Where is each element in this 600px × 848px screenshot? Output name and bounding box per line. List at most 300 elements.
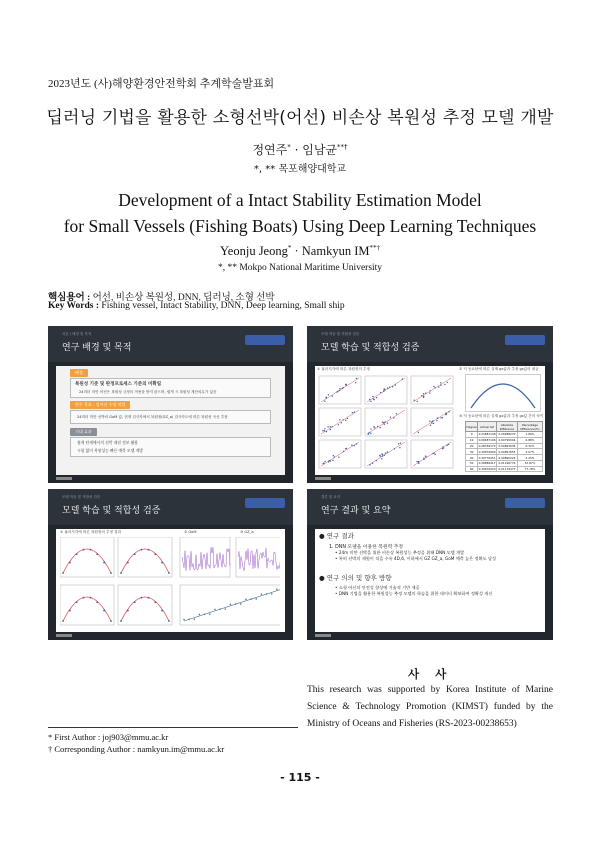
table-label: ③ 딕 동요탄에 따른 실제 gz값과 추정 gz값 간의 차이 (459, 414, 544, 418)
gz-point (127, 610, 129, 612)
scatter-point (440, 417, 441, 418)
scatter-point (421, 395, 422, 396)
scatter-point (339, 388, 340, 389)
slide-title: 연구 결과 및 요약 (321, 506, 391, 516)
scatter-point (442, 446, 443, 447)
scatter-point (429, 420, 430, 421)
table-cell: 0.28746172 (478, 443, 496, 448)
footnote-corresponding: † Corresponding Author : namkyun.im@mmu.ac.kr (48, 744, 225, 754)
scatter-point (368, 432, 369, 433)
series-panel (180, 537, 230, 577)
university-logo (505, 335, 545, 345)
scatter-point (323, 463, 324, 464)
scatter-point (442, 417, 443, 418)
scatter-point (444, 384, 445, 385)
scatter-point (432, 453, 433, 454)
scatter-point (389, 387, 390, 388)
scatter-point (324, 428, 325, 429)
scatter-point (382, 421, 383, 422)
author2-en-mark: **† (369, 244, 380, 252)
scatter-point (342, 419, 343, 420)
gz-point (134, 553, 136, 555)
item2b: • DNN 기법을 활용한 복원성능 추정 모델의 학습을 위한 데이터 확보하여 정확성 개선 (335, 591, 493, 596)
scatter-point (442, 448, 443, 449)
gz-point (154, 601, 156, 603)
scatter-point (324, 400, 325, 401)
scatter-point (445, 412, 446, 413)
gz-point (96, 601, 98, 603)
scatter-point (372, 396, 373, 397)
curve-plot-frame (466, 375, 541, 412)
acknowledgment-text: This research was supported by Korea Institute of Marine Science & Technology Promotion (KIMST) funded by the Ministry of Oceans and Fisheries (RS-2023-00238653) (307, 685, 553, 729)
scatter-point (393, 417, 394, 418)
scatter-point (343, 387, 344, 388)
curve-plot (465, 374, 541, 412)
bullet-3a: 쉽게 단계에서의 선박 제원 정보 활용 (77, 440, 139, 445)
author-sep-ko: · (294, 143, 299, 157)
curve-panel (118, 537, 172, 577)
gz-point (76, 553, 78, 555)
regression-point (276, 588, 278, 590)
gz-point (110, 572, 112, 574)
regression-point (230, 604, 232, 606)
scatter-point (380, 392, 381, 393)
scatter-point (380, 455, 381, 456)
author1-en: Yeonju Jeong (220, 244, 288, 259)
page-number: - 115 - (280, 771, 320, 784)
author1-en-mark: * (287, 244, 292, 252)
regression-point (271, 593, 273, 595)
table-cell: 0.23881148 (478, 432, 496, 437)
regression-point (261, 593, 263, 595)
slide-body (315, 366, 545, 475)
gz-point (168, 620, 170, 622)
table-cell: 32.87% (518, 460, 543, 466)
bullet-1a: 복원성 기준 및 판정프로세스 기준의 미확립 (75, 382, 162, 387)
item1b: • 특히 선박의 제원이 적을 수록 4D,6, 이하에서 GZ GZ_a, GoM 예측 높은 정확도 달성 (335, 556, 497, 561)
scatter-point (437, 417, 438, 418)
item1: 1. DNN 모델을 이용한 복원력 추정 (329, 545, 404, 550)
scatter-point (395, 384, 396, 385)
scatter-point (339, 419, 340, 420)
scatter-point (333, 455, 334, 456)
scatter-point (399, 447, 400, 448)
slide-title: 연구 배경 및 목적 (62, 343, 132, 353)
scatter-point (356, 378, 357, 379)
scatter-point (328, 394, 329, 395)
table-cell: 0.32% (518, 443, 543, 449)
bullet-1b: 24미터 미만 어선은 복원성 규정의 적용을 받지 않으며, 쉽게 시 복원성 계산의무가 없음 (79, 390, 217, 394)
scatter-point (328, 461, 329, 462)
regression-point (194, 618, 196, 620)
left-plot-label: ① 흘러지각에 따른 복원정의 추정 (317, 367, 370, 371)
item1a: • 24m 미만 선박을 위한 비손상 복원성능 추정을 위해 DNN 모델 개발 (335, 550, 465, 555)
slide-body (56, 529, 285, 632)
tag-background: 배경 (70, 369, 88, 377)
scatter-point (423, 397, 424, 398)
scatter-point (377, 426, 378, 427)
gz-point (154, 553, 156, 555)
conference-header: 2023년도 (사)해양환경안전학회 추계학술발표회 (48, 78, 275, 90)
scatter-point (418, 462, 419, 463)
gz-point (127, 562, 129, 564)
gz-point (110, 620, 112, 622)
scatter-point (384, 455, 385, 456)
scatter-point (434, 387, 435, 388)
gz-point (161, 610, 163, 612)
author1-ko-mark: * (287, 143, 291, 151)
scatter-point (425, 456, 426, 457)
scatter-point (416, 461, 417, 462)
scatter-point (446, 445, 447, 446)
scatter-point (330, 426, 331, 427)
scatter-point (423, 393, 424, 394)
item1a-text: 24m 미만 선박을 위한 비손상 복원성능 추정을 위해 DNN 모델 개발 (338, 550, 465, 555)
scatter-point (324, 430, 325, 431)
curve-panel (118, 585, 172, 625)
scatter-point (381, 453, 382, 454)
keywords-english-text: Fishing vessel, Intact Stability, DNN, Deep learning, Small ship (101, 301, 345, 311)
scatter-point (433, 423, 434, 424)
box-expected (70, 437, 271, 457)
regression-point (245, 598, 247, 600)
scatter-point (341, 422, 342, 423)
scatter-point (384, 424, 385, 425)
scatter-point (414, 399, 415, 400)
tag-expected: 기대 효과 (70, 428, 97, 436)
scatter-point (345, 420, 346, 421)
table-cell: 20 (466, 443, 478, 449)
scatter-point (326, 431, 327, 432)
slide-breadcrumb: 결론 및 요약 (321, 495, 341, 499)
scatter-point (336, 391, 337, 392)
regression-point (266, 593, 268, 595)
scatter-point (417, 401, 418, 402)
slide-model-results (48, 489, 293, 640)
scatter-grid (317, 374, 455, 474)
scatter-point (440, 382, 441, 383)
scatter-point (370, 428, 371, 429)
table-header-row (466, 422, 543, 432)
gz-point (148, 549, 150, 551)
section-significance-text: 연구 의의 및 향후 방향 (326, 574, 392, 582)
gz-point (168, 572, 170, 574)
scatter-point (327, 426, 328, 427)
table-cell: 30 (466, 449, 478, 455)
regression-point (240, 603, 242, 605)
label-gz: ① 흘러지각에 따른 복원정의 추정 결과 (60, 530, 122, 534)
table-header-cell: Absolute Difference (496, 422, 517, 432)
label-gza: ③ GZ_a (240, 530, 254, 534)
gz-point (69, 562, 71, 564)
table-cell: 0.30776451 (478, 455, 496, 460)
table-cell: 0.00890024 (496, 455, 517, 461)
author2-en: Namkyun IM (301, 244, 370, 259)
scatter-point (431, 422, 432, 423)
scatter-point (338, 424, 339, 425)
scatter-point (440, 385, 441, 386)
scatter-point (433, 386, 434, 387)
authors-english (0, 244, 600, 259)
scatter-point (392, 386, 393, 387)
tag-goal: 현주 목표 : 입어선 수정 작업 (70, 401, 130, 409)
section-results: ● 연구 결과 (319, 532, 354, 540)
title-english-line2: for Small Vessels (Fishing Boats) Using Deep Learning Techniques (63, 216, 537, 236)
slide-model-validation (307, 326, 553, 483)
regression-point (219, 608, 221, 610)
table-cell: 10 (466, 437, 478, 443)
gz-point (134, 601, 136, 603)
keywords-english (48, 301, 345, 311)
table-cell: 0.00893636 (496, 443, 517, 449)
slide-body (56, 366, 285, 475)
scatter-point (376, 460, 377, 461)
scatter-point (436, 420, 437, 421)
scatter-point (370, 401, 371, 402)
scatter-point (346, 448, 347, 449)
scatter-point (326, 397, 327, 398)
scatter-point (369, 464, 370, 465)
scatter-point (370, 433, 371, 434)
title-korean: 딥러닝 기법을 활용한 소형선박(어선) 비손상 복원성 추정 모델 개발 (46, 108, 554, 128)
scatter-point (396, 413, 397, 414)
gz-point (96, 553, 98, 555)
curve-panel (60, 585, 114, 625)
scatter-point (339, 390, 340, 391)
scatter-point (343, 451, 344, 452)
table-header-cell: Actual GZ (478, 422, 497, 432)
gz-point (69, 610, 71, 612)
scatter-point (345, 384, 346, 385)
affiliation-english: *, ** Mokpo National Maritime University (217, 263, 383, 273)
regression-point (214, 609, 216, 611)
slide-breadcrumb: 모델 학습 및 적합성 검증 (62, 495, 101, 499)
scatter-point (330, 429, 331, 430)
slide-conclusion (307, 489, 553, 640)
footnote-first-author: * First Author : joj903@mmu.ac.kr (48, 732, 169, 742)
regression-point (235, 603, 237, 605)
title-english (0, 187, 600, 239)
gz-point (148, 597, 150, 599)
scatter-point (423, 459, 424, 460)
gz-point (161, 562, 163, 564)
scatter-point (384, 388, 385, 389)
scatter-point (332, 460, 333, 461)
scatter-point (354, 411, 355, 412)
scatter-point (402, 378, 403, 379)
scatter-point (351, 444, 352, 445)
scatter-point (448, 411, 449, 412)
affiliation-korean: *, ** 목포해양대학교 (253, 164, 347, 175)
slide-breadcrumb: 서론 / 배경 및 목적 (62, 332, 92, 336)
section-significance: ● 연구 의의 및 향후 방향 (319, 574, 392, 582)
scatter-point (443, 447, 444, 448)
scatter-point (369, 399, 370, 400)
scatter-point (356, 443, 357, 444)
slide-body (315, 529, 545, 632)
table-cell: 0.30870943 (478, 467, 496, 472)
table-cell: 60 (466, 466, 478, 472)
scatter-point (394, 448, 395, 449)
slide-title: 모델 학습 및 적합성 검증 (62, 506, 161, 516)
scatter-point (448, 444, 449, 445)
item1b-text: 특히 선박의 제원이 적을 수록 4D,6, 이하에서 GZ GZ_a, GoM 예측 높은 정확도 달성 (338, 556, 497, 561)
gz-point (83, 597, 85, 599)
gz-point (141, 597, 143, 599)
slide-title: 모델 학습 및 적합성 검증 (321, 343, 420, 353)
scatter-point (379, 427, 380, 428)
scatter-point (355, 382, 356, 383)
table-cell: 0.00790004 (496, 437, 517, 443)
scatter-point (382, 456, 383, 457)
author2-ko-mark: **† (337, 143, 348, 151)
table-cell: 40 (466, 455, 478, 461)
scatter-point (338, 456, 339, 457)
scatter-point (418, 461, 419, 462)
scatter-point (429, 392, 430, 393)
regression-point (204, 613, 206, 615)
scatter-point (353, 445, 354, 446)
curve-panel (60, 537, 114, 577)
right-plot-label: ② 딕 동요탄에 따른 실제 gz값과 추정 gz값의 평균 (459, 367, 539, 371)
author-sep-en: · (294, 244, 299, 259)
scatter-point (352, 412, 353, 413)
box-background (70, 378, 271, 398)
scatter-point (324, 461, 325, 462)
scatter-point (434, 454, 435, 455)
table-cell: 2.25% (518, 455, 543, 461)
footnote-divider (48, 727, 298, 728)
scatter-point (374, 427, 375, 428)
authors-korean (0, 141, 600, 158)
gz-point (103, 562, 105, 564)
gz-point (62, 620, 64, 622)
author1-ko: 정연주 (252, 143, 288, 157)
author2-ko: 임남균 (302, 143, 338, 157)
gz-point (62, 572, 64, 574)
box-goal (70, 410, 271, 424)
item2b-text: DNN 기법을 활용한 복원성능 추정 모델의 학습을 위한 데이터 확보하여 정확성 개선 (338, 591, 493, 596)
table-cell: 0.88% (518, 437, 543, 443)
scatter-point (322, 430, 323, 431)
scatter-point (445, 414, 446, 415)
slide-footer (56, 477, 72, 480)
table-cell: 1.89% (518, 432, 543, 438)
scatter-point (330, 460, 331, 461)
scatter-point (385, 452, 386, 453)
university-logo (245, 498, 285, 508)
table-cell: 0.28889417 (478, 461, 496, 466)
table-cell: 0.01179477 (496, 466, 517, 472)
slide-background-purpose (48, 326, 293, 483)
scatter-point (373, 398, 374, 399)
gz-point (76, 601, 78, 603)
scatter-point (381, 458, 382, 459)
item2a: • 소형 어선의 안전성 향상에 기술적 기반 제공 (335, 585, 420, 590)
regression-point (209, 613, 211, 615)
scatter-point (334, 456, 335, 457)
slide-footer (315, 477, 331, 480)
scatter-point (347, 418, 348, 419)
regression-point (224, 608, 226, 610)
table-cell: 0.30879900 (478, 449, 496, 454)
table-cell: 0.01196776 (496, 460, 517, 466)
gz-point (83, 549, 85, 551)
acknowledgment-heading: 사 사 (408, 667, 453, 681)
scatter-point (430, 425, 431, 426)
table-cell: 0.08487196 (478, 438, 496, 443)
regression-point (199, 614, 201, 616)
scatter-point (447, 382, 448, 383)
table-header-cell: Degree (466, 422, 478, 432)
table-cell: 50 (466, 460, 478, 466)
table-cell: 0 (466, 432, 478, 438)
gz-point (120, 620, 122, 622)
regression-point (250, 598, 252, 600)
scatter-point (400, 443, 401, 444)
scatter-point (368, 433, 369, 434)
section-results-text: 연구 결과 (326, 532, 354, 540)
scatter-point (383, 422, 384, 423)
regression-point (183, 619, 185, 621)
scatter-point (376, 397, 377, 398)
scatter-point (332, 395, 333, 396)
scatter-point (383, 391, 384, 392)
keywords-korean-text: 어선, 비손상 복원성, DNN, 딥러닝, 소형 선박 (92, 293, 275, 303)
scatter-point (431, 421, 432, 422)
scatter-point (385, 421, 386, 422)
scatter-point (390, 417, 391, 418)
table-cell: 2.07% (518, 449, 543, 455)
scatter-point (387, 387, 388, 388)
slide-footer (56, 634, 72, 637)
regression-point (255, 598, 257, 600)
keywords-english-label: Key Words : (48, 301, 100, 311)
gz-point (120, 572, 122, 574)
table-cell: 0.00288270 (496, 432, 517, 438)
regression-point (188, 619, 190, 621)
table-cell: 0.00897855 (496, 449, 517, 455)
slide-footer (315, 634, 331, 637)
item2a-text: 소형 어선의 안전성 향상에 기술적 기반 제공 (338, 585, 420, 590)
university-logo (245, 335, 285, 345)
gz-point (90, 549, 92, 551)
scatter-point (387, 451, 388, 452)
scatter-point (418, 432, 419, 433)
scatter-point (372, 463, 373, 464)
scatter-point (430, 390, 431, 391)
scatter-point (387, 422, 388, 423)
slide-breadcrumb: 모델 학습 및 적합성 검증 (321, 332, 360, 336)
label-gom: ② GoM (184, 530, 197, 534)
bullet-3b: 시험 없이 복원성능 빠른 예측 모델 개발 (77, 448, 143, 453)
title-english-line1: Development of a Intact Stability Estimation Model (118, 190, 482, 210)
scatter-point (438, 386, 439, 387)
bullet-2: 24미터 미만 선박의 GoM 값, 현재 검사자에서 복원정(GZ_a) 검사자도에 따른 복원성 곡선 추정 (77, 415, 228, 419)
scatter-point (398, 443, 399, 444)
scatter-point (331, 426, 332, 427)
scatter-point (425, 392, 426, 393)
table-cell: 77.76% (518, 466, 543, 472)
university-logo (505, 498, 545, 508)
gz-point (90, 597, 92, 599)
table-row (466, 466, 543, 472)
keywords-korean-label: 핵심용어 : (48, 293, 91, 303)
scatter-point (341, 388, 342, 389)
difference-table (465, 421, 543, 472)
table-header-cell: Percentage Difference(%) (518, 422, 543, 432)
gz-point (103, 610, 105, 612)
